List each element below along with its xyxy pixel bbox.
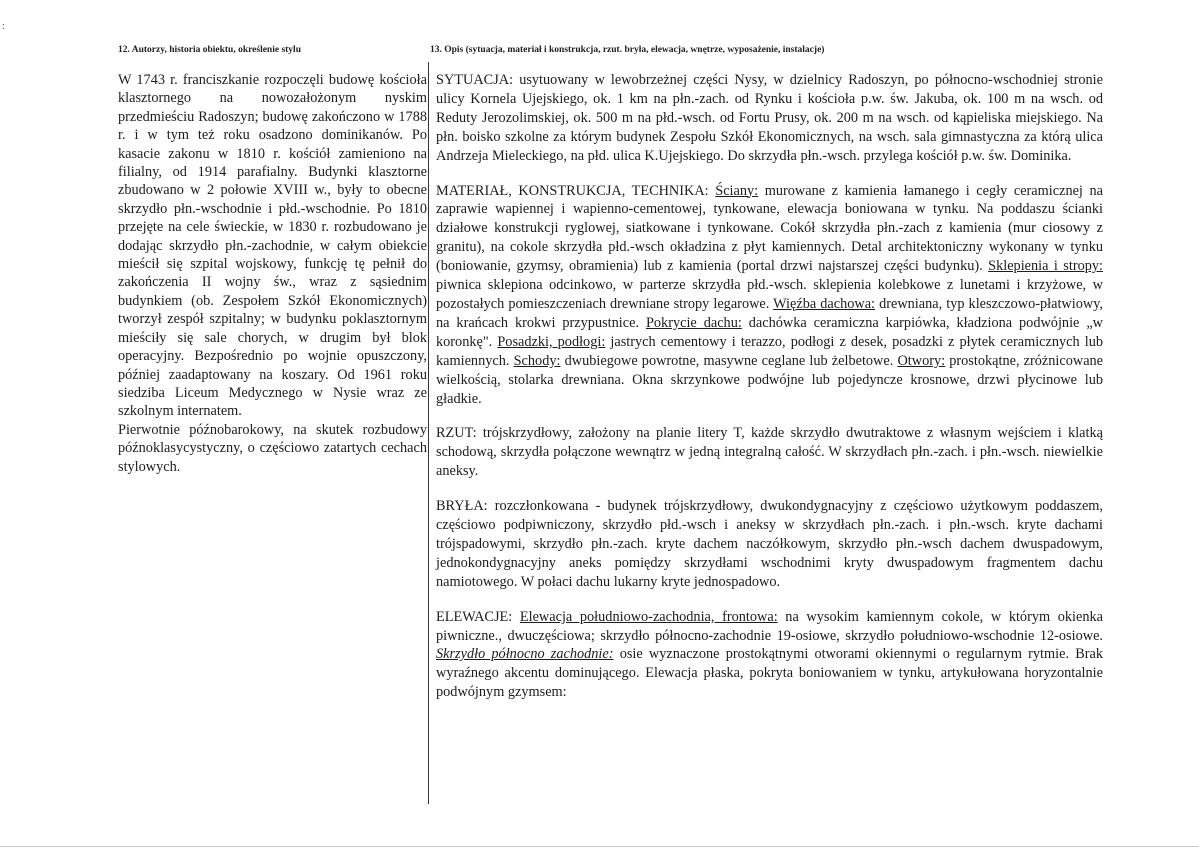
sciany-text: murowane z kamienia łamanego i cegły ceramicznej na zaprawie wapiennej i wapienno-cementowej, tynkowane, elewacja boniowana w tynku. Na poddaszu ścianki działowe konstrukcji ryglowej, siatkowane i tynkowane. Cokół skrzydła płn.-zach z kamienia (mur ciosowy z granitu), na cokole skrzydła płd.-wsch okładzina z płyt kamiennych. Detal architektoniczny wykonany w tynku (boniowanie, gzymsy, obramienia) lub z kamienia (portal drzwi najstarszej części budynku). xyxy=(436,182,1103,275)
posadzki-label: Posadzki, podłogi: xyxy=(497,333,606,350)
column-divider xyxy=(428,62,429,804)
rzut-paragraph: RZUT: trójskrzydłowy, założony na planie litery T, każde skrzydło dwutraktowe z własnym wejściem i klatką schodową, skrzydła połączone wewnątrz w jedną integralną całość. W skrzydłach płn.-zach. i płn.-wsch. niewielkie aneksy. xyxy=(436,425,1103,480)
right-column-header: 13. Opis (sytuacja, materiał i konstrukcja, rzut. bryła, elewacja, wnętrze, wyposażenie, instalacje) xyxy=(430,45,825,55)
schody-text: dwubiegowe powrotne, masywne ceglane lub żelbetowe. xyxy=(564,352,894,369)
margin-mark: : xyxy=(2,20,6,32)
otwory-text: prostokątne, zróżnicowane wielkością, stolarka drewniana. Okna skrzynkowe podwójne lub pojedyncze krosnowe, drzwi płycinowe lub gładkie. xyxy=(436,352,1104,407)
page-bottom-edge xyxy=(0,846,1199,847)
elewacje-heading: ELEWACJE: xyxy=(436,608,513,625)
description-column xyxy=(436,71,1103,718)
schody-label: Schody: xyxy=(513,352,561,369)
pokrycie-label: Pokrycie dachu: xyxy=(645,314,742,331)
sklepienia-label: Sklepienia i stropy: xyxy=(988,258,1103,275)
style-paragraph: Pierwotnie późnobarokowy, na skutek rozbudowy późnoklasycystyczny, o częściowo zatartych cechach stylowych. xyxy=(118,421,427,475)
wiezba-text: drewniana, typ kleszczowo-płatwiowy, na krańcach krokwi przypustnice. xyxy=(436,295,1103,331)
bryla-paragraph: BRYŁA: rozczłonkowana - budynek trójskrzydłowy, dwukondygnacyjny z częściowo użytkowym poddaszem, częściowo podpiwniczony, skrzydło płd.-wsch i aneksy w skrzydłach płn.-zach. i płn.-wsch. kryte dachami trójspadowymi, skrzydło płn.-zach. kryte dachem naczółkowym, skrzydło płn.-wsch dachem dwuspadowym, jednokondygnacyjny aneks pomiędzy skrzydłami wschodnimi kryty dwuspadowym fragmentem dachu namiotowego. W połaci dachu lukarny kryte jednospadowo. xyxy=(436,498,1103,590)
history-paragraph: W 1743 r. franciszkanie rozpoczęli budowę kościoła klasztornego na nowozałożonym nyskim przedmieściu Radoszyn; budowę zakończono w 1788 r. i w tym też roku osadzono dominikanów. Po kasacie zakonu w 1810 r. kościół zamieniono na filialny, od 1914 parafialny. Budynki klasztorne zbudowano w 2 połowie XVIII w., były to obecne skrzydło płn.-wschodnie i płd.-wschodnie. Po 1810 przejęte na cele świeckie, w 1830 r. rozbudowano je dodając skrzydło płn.-zachodnie, w całym obiekcie mieścił się szpital wojskowy, funkcję tę pełnił do zakończenia II wojny św., wraz z sąsiednim budynkiem (ob. Zespołem Szkół Ekonomicznych) tworzył zespół szpitalny; w budynku poklasztornym mieściły się sale chorych, w drugim był blok operacyjny. Bezpośrednio po wojnie opuszczony, później zaadaptowany na koszary. Od 1961 roku siedziba Liceum Medycznego w Nysie wraz ze szkolnym internatem. xyxy=(118,72,427,420)
sciany-label: Ściany: xyxy=(715,182,759,199)
front-elevation-text: na wysokim kamiennym cokole, w którym okienka piwniczne., dwuczęściowa; skrzydło północno-zachodnie 19-osiowe, skrzydło południowo-wschodnie 12-osiowe. xyxy=(436,608,1103,644)
material-paragraph xyxy=(436,182,1103,409)
material-heading: MATERIAŁ, KONSTRUKCJA, TECHNIKA: xyxy=(436,182,709,199)
history-column xyxy=(118,71,427,476)
elewacje-paragraph xyxy=(436,608,1103,703)
posadzki-text: jastrych cementowy i terazzo, podłogi z desek, posadzki z płytek ceramicznych lub kamiennych. xyxy=(436,333,1104,369)
otwory-label: Otwory: xyxy=(897,352,946,369)
wiezba-label: Więźba dachowa: xyxy=(773,295,876,312)
nw-wing-text: osie wyznaczone prostokątnymi otworami okiennymi o regularnym rytmie. Brak wyraźnego akcentu dominującego. Elewacja płaska, pokryta boniowaniem w tynku, artykułowana horyzontalnie podwójnym gzymsem: xyxy=(436,646,1103,701)
sytuacja-paragraph: SYTUACJA: usytuowany w lewobrzeżnej części Nysy, w dzielnicy Radoszyn, po północno-wschodniej stronie ulicy Kornela Ujejskiego, ok. 1 km na płn.-zach. od Rynku i kościoła p.w. św. Jakuba, ok. 100 m na wsch. od Reduty Jerozolimskiej, ok. 500 m na płd.-wsch. od Fortu Prusy, ok. 200 m na wsch. od kąpieliska miejskiego. Na płn. boisko szkolne za którym budynek Zespołu Szkół Ekonomicznych, na wsch. sala gimnastyczna za którą ulica Andrzeja Mieleckiego, na płd. ulica K.Ujejskiego. Do skrzydła płn.-wsch. przylega kościół p.w. św. Dominika. xyxy=(436,72,1103,164)
sklepienia-text: piwnica sklepiona odcinkowo, w parterze skrzydła płd.-wsch. sklepienia kolebkowe z lunetami i krzyżowe, w pozostałych pomieszczeniach drewniane stropy legarowe. xyxy=(436,277,1103,312)
front-elevation-label: Elewacja południowo-zachodnia, frontowa: xyxy=(519,608,778,625)
left-column-header: 12. Autorzy, historia obiektu, określenie stylu xyxy=(118,45,301,55)
nw-wing-label: Skrzydło północno zachodnie: xyxy=(436,646,614,663)
pokrycie-text: dachówka ceramiczna karpiówka, kładziona podwójnie „w koronkę". xyxy=(436,314,1103,350)
